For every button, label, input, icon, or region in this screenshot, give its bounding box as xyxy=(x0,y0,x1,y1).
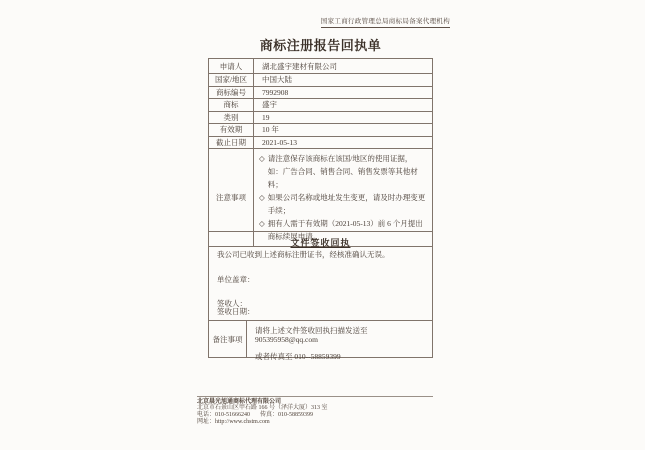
signer-label: 签收人： xyxy=(217,299,247,308)
footer-phone-line xyxy=(197,412,433,418)
row-label: 商标 xyxy=(209,99,254,112)
diamond-bullet-icon: ◇ xyxy=(259,193,265,202)
remarks-line: 或者传真至 010--58859399 xyxy=(255,352,341,361)
footer-address: 北京市石景山区甲石路 166 号（泽洋大厦）313 室 xyxy=(197,405,328,412)
info-table xyxy=(208,58,433,247)
sign-date-label: 签收日期： xyxy=(217,307,255,316)
row-value: 10 年 xyxy=(254,124,433,137)
note-text: 请注意保存该商标在该国/地区的使用证据，如：广告合同、销售合同、销售发票等其他材料； xyxy=(267,154,418,189)
remarks-line: 请将上述文件签收回执扫描发送至 905395958@qq.com xyxy=(255,326,368,344)
table-row xyxy=(209,59,433,74)
remarks-label: 备注事项 xyxy=(209,321,247,357)
diamond-bullet-icon: ◇ xyxy=(259,219,265,228)
table-row xyxy=(209,124,433,137)
row-label: 截止日期 xyxy=(209,136,254,149)
receipt-box xyxy=(208,231,433,361)
footer-company: 北京晨光旭通商标代理有限公司 xyxy=(197,399,282,405)
receipt-confirmation: 我公司已收到上述商标注册证书，经核准确认无误。 xyxy=(217,250,390,259)
row-value: 7992908 xyxy=(254,86,433,99)
row-value: 中国大陆 xyxy=(254,74,433,87)
table-row xyxy=(209,136,433,149)
table-row xyxy=(209,74,433,87)
footer-agency-block xyxy=(197,396,433,426)
row-value: 2021-05-13 xyxy=(254,136,433,149)
footer-fax: 传真：010-58859399 xyxy=(260,411,313,418)
row-label: 有效期 xyxy=(209,124,254,137)
seal-label: 单位盖章： xyxy=(217,275,255,284)
row-label: 类别 xyxy=(209,111,254,124)
row-label: 商标编号 xyxy=(209,86,254,99)
row-value: 湖北盛宇建材有限公司 xyxy=(254,59,433,74)
remarks-row xyxy=(209,320,432,361)
row-label: 申请人 xyxy=(209,59,254,74)
notes-label: 注意事项 xyxy=(209,149,254,247)
note-item xyxy=(257,191,427,217)
footer-phone: 电话：010-51666240 xyxy=(197,411,250,418)
table-row xyxy=(209,111,433,124)
table-row xyxy=(209,86,433,99)
row-value: 19 xyxy=(254,111,433,124)
remarks-content xyxy=(247,321,432,361)
note-text: 如果公司名称或地址发生变更，请及时办理变更手续； xyxy=(267,193,426,215)
note-item xyxy=(257,152,427,191)
diamond-bullet-icon: ◇ xyxy=(259,154,265,163)
note-text: 拥有人需于有效期（2021-05-13）前 6 个月提出商标续展申请。 xyxy=(267,219,423,241)
document-title: 商标注册报告回执单 xyxy=(259,38,382,53)
row-value: 盛宇 xyxy=(254,99,433,112)
agency-note: 国家工商行政管理总局商标局备案代理机构 xyxy=(321,16,450,28)
row-label: 国家/地区 xyxy=(209,74,254,87)
receipt-title: 文件签收回执 xyxy=(290,238,351,248)
footer-website: 网址：http://www.chstm.com xyxy=(197,419,270,426)
table-row xyxy=(209,99,433,112)
